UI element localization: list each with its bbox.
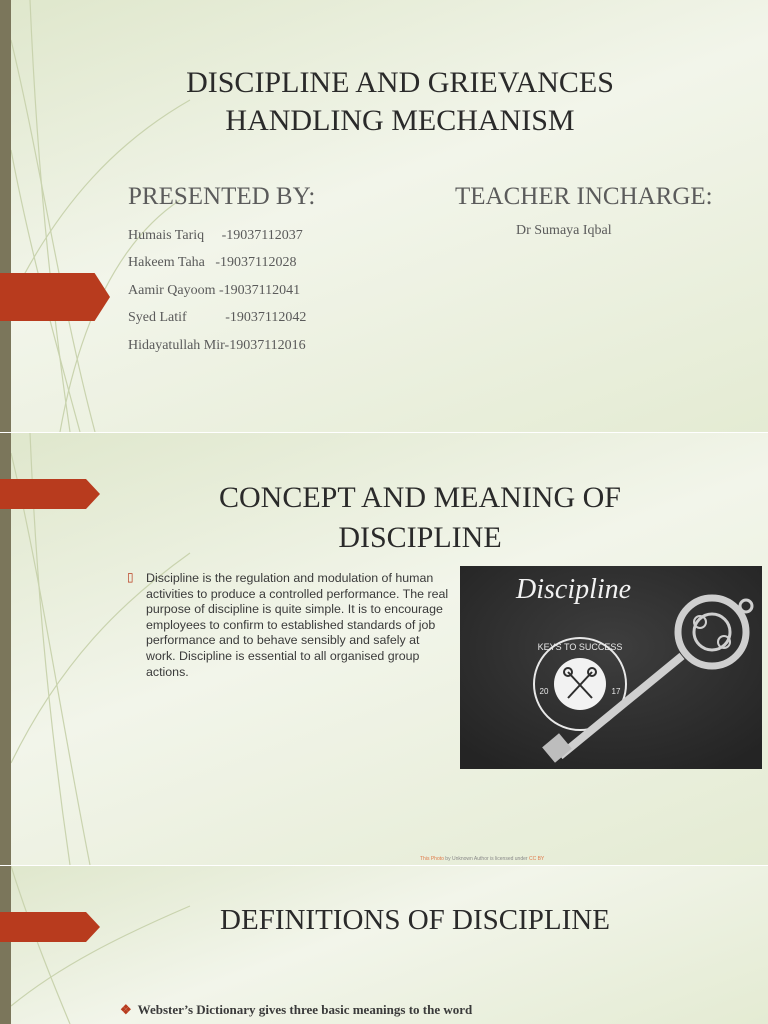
side-bar [0, 0, 11, 432]
decorative-curves [0, 866, 200, 1024]
member-list [128, 222, 306, 359]
arrow-marker [0, 273, 110, 321]
teacher-name: Dr Sumaya Iqbal [516, 223, 612, 238]
credit-text: by Unknown Author is licensed under [443, 856, 529, 862]
license-link[interactable]: CC BY [528, 856, 545, 862]
member-item: Syed Latif -19037112042 [128, 310, 307, 326]
photo-heading: Discipline [516, 574, 632, 605]
side-bar [0, 866, 11, 1024]
teacher-incharge-heading: TEACHER INCHARGE: [455, 183, 713, 210]
slide-1 [0, 0, 768, 432]
member-item: Hakeem Taha -19037112028 [128, 255, 297, 271]
badge-year-right: 17 [611, 687, 621, 696]
discipline-key-photo [460, 566, 762, 769]
presented-by-heading: PRESENTED BY: [128, 183, 316, 210]
badge-text: KEYS TO SUCCESS [537, 642, 623, 652]
member-item: Hidayatullah Mir-19037112016 [128, 337, 306, 353]
photo-link[interactable]: This Photo [420, 856, 444, 862]
member-item: Aamir Qayoom -19037112041 [128, 282, 301, 298]
slide-title: CONCEPT AND MEANING OF DISCIPLINE [219, 481, 621, 554]
arrow-marker [0, 479, 100, 509]
definition-bullet [120, 1002, 472, 1018]
photo-credit [420, 856, 544, 862]
arrow-marker [0, 912, 100, 942]
badge-year-left: 20 [539, 687, 549, 696]
member-item: Humais Tariq -19037112037 [128, 228, 303, 243]
bullet-text: Webster’s Dictionary gives three basic meanings to the word [137, 1002, 473, 1017]
discipline-paragraph: Discipline is the regulation and modulation of human activities to produce a controlled performance. The real purpose of discipline is quite simple. It is to encourage employees to confirm to established standards of job performance and to behave sensibly and safely at work. Discipline is essential to all organised group actions. [146, 571, 449, 679]
slide-title: DISCIPLINE AND GRIEVANCES HANDLING MECHANISM [186, 66, 614, 137]
slide-title: DEFINITIONS OF DISCIPLINE [220, 904, 610, 936]
bullet-icon: ▯ [127, 570, 134, 584]
slide-3 [0, 866, 768, 1024]
diamond-bullet-icon: ❖ [120, 1002, 132, 1017]
